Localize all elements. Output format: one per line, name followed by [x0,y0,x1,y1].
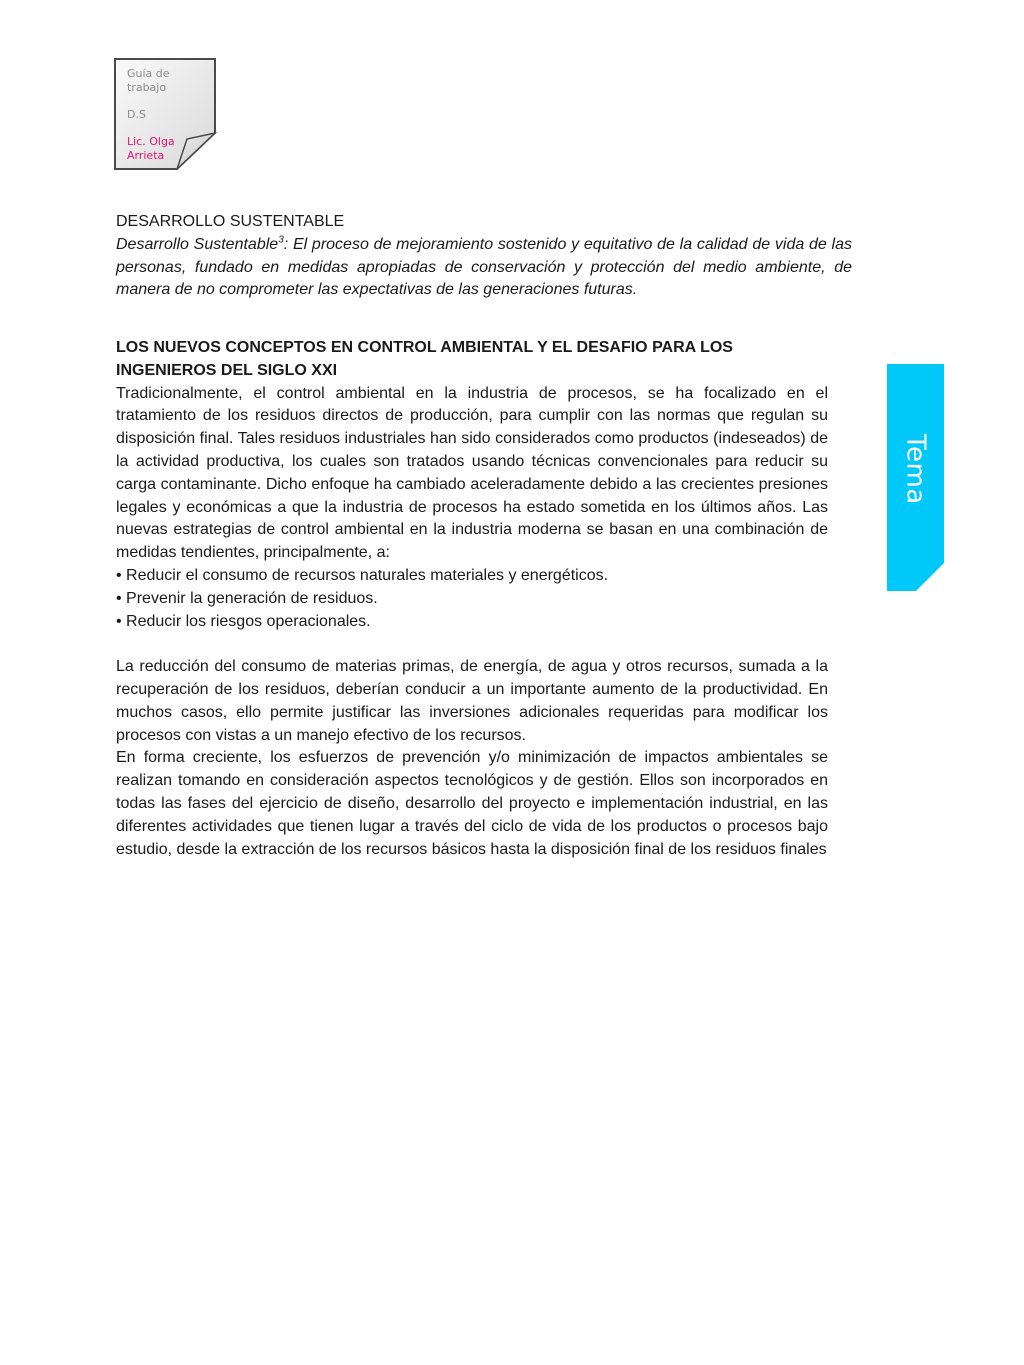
list-item: • Prevenir la generación de residuos. [116,588,828,611]
body-paragraph: En forma creciente, los esfuerzos de prevención y/o minimización de impactos ambientales se realizan tomando en consideración aspectos tecnológicos y de gestión. Ellos son incorporados en todas las fases del ejercicio de diseño, desarrollo del proyecto e implementación industrial, en las diferentes actividades que tienen lugar a través del ciclo de vida de los productos o procesos bajo estudio, desde la extracción de los recursos básicos hasta la disposición final de los residuos finales [116,749,828,858]
section-heading: DESARROLLO SUSTENTABLE [116,213,345,230]
note-author: Lic. Olga Arrieta [127,135,175,162]
body-paragraph: Tradicionalmente, el control ambiental en la industria de procesos, se ha focalizado en el tratamiento de los residuos directos de producción, para cumplir con las normas que regulan su disposición final. Tales residuos industriales han sido considerados como productos (indeseados) de la actividad productiva, los cuales son tratados usando técnicas convencionales para reducir su carga contaminante. Dicho enfoque ha cambiado aceleradamente debido a las crecientes presiones legales y económicas a que la industria de procesos ha estado sometida en los últimos años. Las nuevas estrategias de control ambiental en la industria moderna se basan en una combinación de medidas tendientes, principalmente, a: [116,384,828,562]
note-title: Guía de trabajo [127,67,170,94]
note-subject: D.S [127,108,146,121]
section-heading: LOS NUEVOS CONCEPTOS EN CONTROL AMBIENTAL Y EL DESAFIO PARA LOS INGENIEROS DEL SIGLO XXI [116,339,733,379]
definition-paragraph [116,234,852,302]
body-paragraph: La reducción del consumo de materias primas, de energía, de agua y otros recursos, sumada a la recuperación de los residuos, deberían conducir a un importante aumento de la productividad. En muchos casos, ello permite justificar las inversiones adicionales requeridas para modificar los procesos con vistas a un manejo efectivo de los recursos. [116,658,828,744]
guide-note [113,57,217,171]
list-item: • Reducir el consumo de recursos naturales materiales y energéticos. [116,565,828,588]
list-item: • Reducir los riesgos operacionales. [116,611,828,634]
footnote-marker[interactable]: 3 [278,234,284,246]
side-tab-tema [887,364,944,591]
bullet-list [116,565,828,633]
definition-text: : El proceso de mejoramiento sostenido y equitativo de la calidad de vida de las personas, fundado en medidas apropiadas de conservación y protección del medio ambiente, de manera de no comprometer las expectativas de las generaciones futuras. [116,235,853,299]
section-nuevos-conceptos [116,337,828,861]
side-tab-label: Tema [900,434,931,505]
section-desarrollo-sustentable [116,211,852,302]
definition-term: Desarrollo Sustentable [116,235,279,253]
